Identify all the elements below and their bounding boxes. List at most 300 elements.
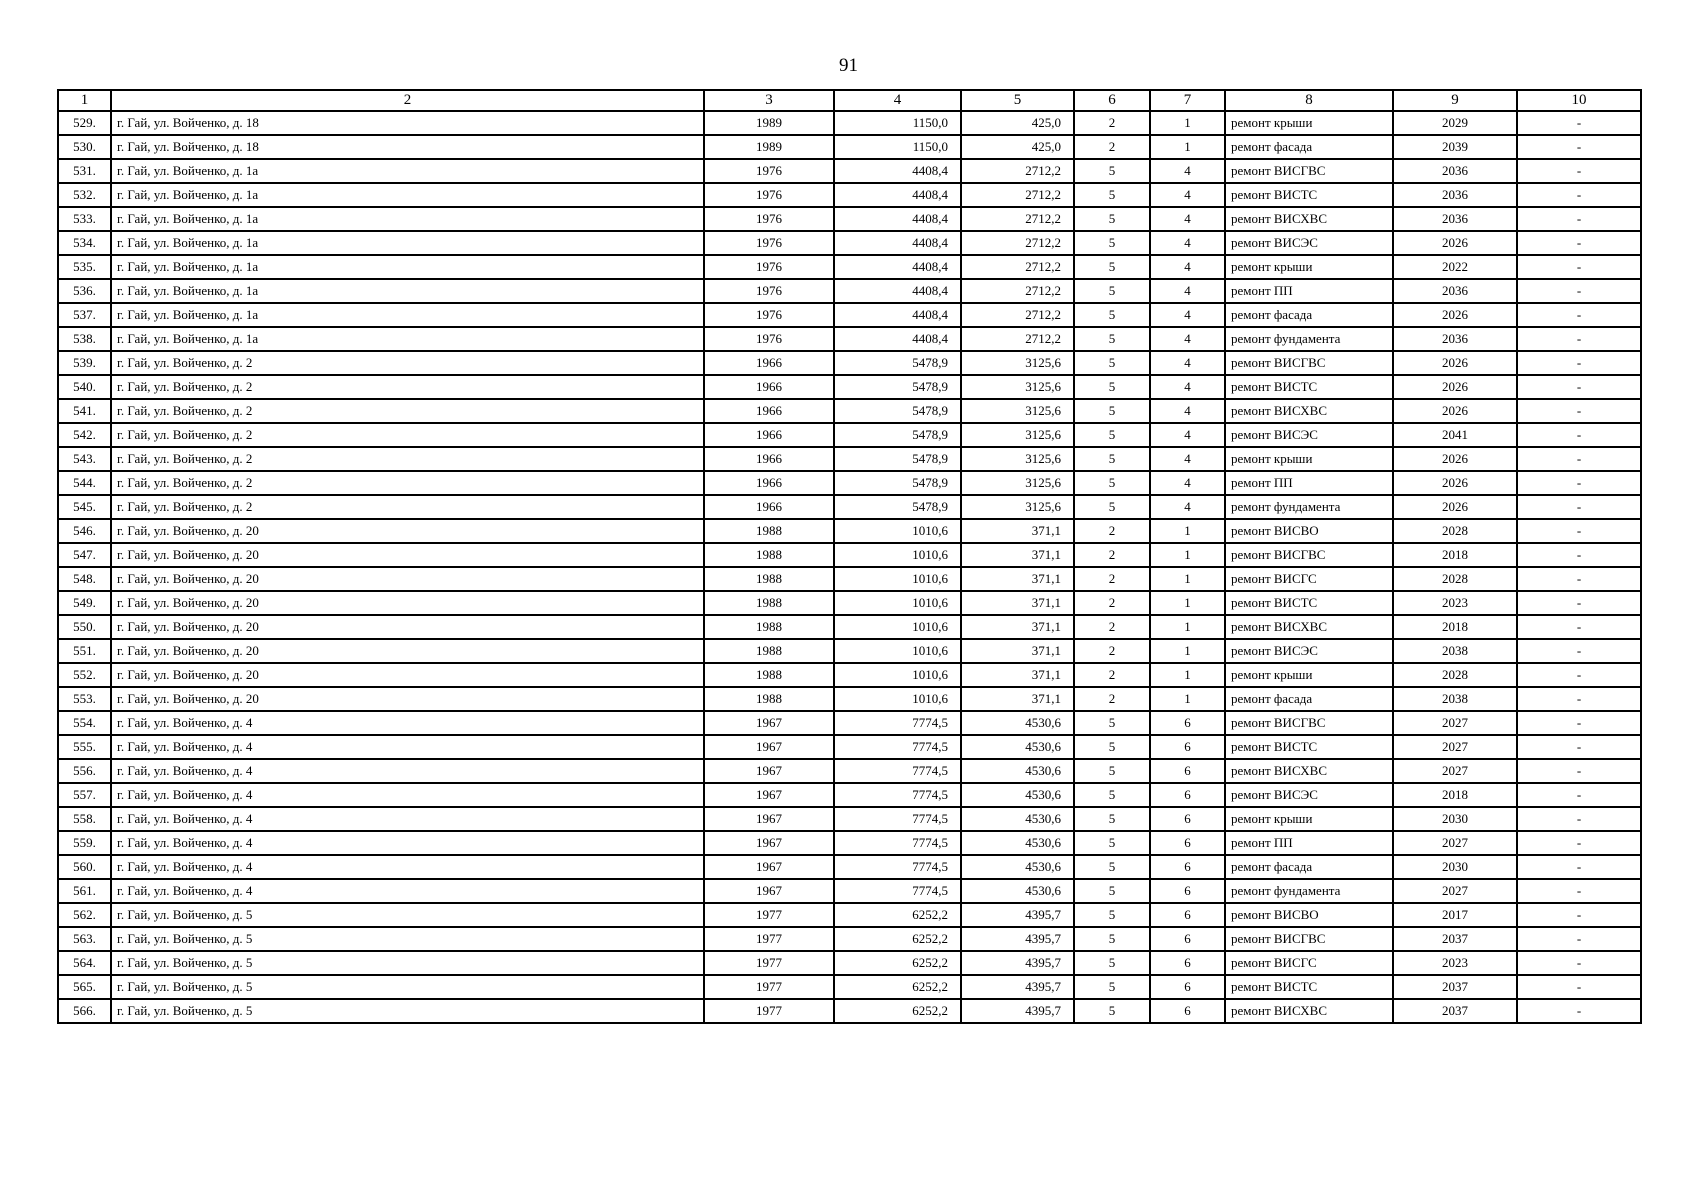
year-built-cell: 1976: [704, 279, 834, 303]
address-cell: г. Гай, ул. Войченко, д. 5: [111, 903, 704, 927]
year-built-cell: 1976: [704, 183, 834, 207]
address-cell: г. Гай, ул. Войченко, д. 20: [111, 663, 704, 687]
year-built-cell: 1967: [704, 759, 834, 783]
note-cell: -: [1517, 879, 1641, 903]
row-number-cell: 531.: [58, 159, 111, 183]
work-type-cell: ремонт ВИСГС: [1225, 951, 1393, 975]
address-cell: г. Гай, ул. Войченко, д. 1а: [111, 231, 704, 255]
floors-cell: 5: [1074, 351, 1150, 375]
note-cell: -: [1517, 975, 1641, 999]
total-area-cell: 6252,2: [834, 927, 961, 951]
address-cell: г. Гай, ул. Войченко, д. 18: [111, 111, 704, 135]
table-row: [58, 975, 1641, 999]
living-area-cell: 4530,6: [961, 879, 1074, 903]
table-row: [58, 447, 1641, 471]
year-built-cell: 1966: [704, 471, 834, 495]
living-area-cell: 371,1: [961, 615, 1074, 639]
planned-year-cell: 2026: [1393, 375, 1517, 399]
note-cell: -: [1517, 807, 1641, 831]
row-number-cell: 543.: [58, 447, 111, 471]
year-built-cell: 1966: [704, 447, 834, 471]
table-row: [58, 879, 1641, 903]
column-header-5: 5: [961, 90, 1074, 111]
floors-cell: 5: [1074, 879, 1150, 903]
planned-year-cell: 2037: [1393, 975, 1517, 999]
total-area-cell: 6252,2: [834, 999, 961, 1023]
entrances-cell: 4: [1150, 447, 1225, 471]
note-cell: -: [1517, 567, 1641, 591]
living-area-cell: 2712,2: [961, 255, 1074, 279]
address-cell: г. Гай, ул. Войченко, д. 20: [111, 687, 704, 711]
work-type-cell: ремонт ПП: [1225, 471, 1393, 495]
planned-year-cell: 2026: [1393, 231, 1517, 255]
work-type-cell: ремонт фасада: [1225, 687, 1393, 711]
work-type-cell: ремонт крыши: [1225, 807, 1393, 831]
floors-cell: 5: [1074, 255, 1150, 279]
table-row: [58, 279, 1641, 303]
address-cell: г. Гай, ул. Войченко, д. 1а: [111, 279, 704, 303]
work-type-cell: ремонт ВИСГС: [1225, 567, 1393, 591]
living-area-cell: 3125,6: [961, 495, 1074, 519]
floors-cell: 2: [1074, 111, 1150, 135]
page-number: 91: [839, 55, 858, 76]
total-area-cell: 4408,4: [834, 183, 961, 207]
note-cell: -: [1517, 255, 1641, 279]
address-cell: г. Гай, ул. Войченко, д. 2: [111, 471, 704, 495]
address-cell: г. Гай, ул. Войченко, д. 5: [111, 975, 704, 999]
living-area-cell: 4395,7: [961, 903, 1074, 927]
entrances-cell: 1: [1150, 639, 1225, 663]
total-area-cell: 7774,5: [834, 879, 961, 903]
row-number-cell: 541.: [58, 399, 111, 423]
entrances-cell: 1: [1150, 111, 1225, 135]
floors-cell: 5: [1074, 999, 1150, 1023]
year-built-cell: 1977: [704, 927, 834, 951]
note-cell: -: [1517, 711, 1641, 735]
planned-year-cell: 2027: [1393, 735, 1517, 759]
total-area-cell: 7774,5: [834, 735, 961, 759]
living-area-cell: 3125,6: [961, 375, 1074, 399]
column-header-7: 7: [1150, 90, 1225, 111]
floors-cell: 5: [1074, 735, 1150, 759]
total-area-cell: 5478,9: [834, 495, 961, 519]
note-cell: -: [1517, 111, 1641, 135]
note-cell: -: [1517, 471, 1641, 495]
planned-year-cell: 2041: [1393, 423, 1517, 447]
note-cell: -: [1517, 687, 1641, 711]
work-type-cell: ремонт фасада: [1225, 135, 1393, 159]
year-built-cell: 1988: [704, 543, 834, 567]
planned-year-cell: 2017: [1393, 903, 1517, 927]
row-number-cell: 534.: [58, 231, 111, 255]
work-type-cell: ремонт фасада: [1225, 855, 1393, 879]
year-built-cell: 1988: [704, 591, 834, 615]
floors-cell: 5: [1074, 495, 1150, 519]
total-area-cell: 7774,5: [834, 711, 961, 735]
note-cell: -: [1517, 831, 1641, 855]
row-number-cell: 549.: [58, 591, 111, 615]
living-area-cell: 371,1: [961, 663, 1074, 687]
entrances-cell: 6: [1150, 783, 1225, 807]
table-row: [58, 231, 1641, 255]
planned-year-cell: 2027: [1393, 711, 1517, 735]
note-cell: -: [1517, 759, 1641, 783]
table-row: [58, 663, 1641, 687]
floors-cell: 5: [1074, 423, 1150, 447]
row-number-cell: 551.: [58, 639, 111, 663]
total-area-cell: 5478,9: [834, 471, 961, 495]
year-built-cell: 1977: [704, 975, 834, 999]
table-row: [58, 543, 1641, 567]
total-area-cell: 1010,6: [834, 591, 961, 615]
row-number-cell: 546.: [58, 519, 111, 543]
total-area-cell: 6252,2: [834, 903, 961, 927]
entrances-cell: 4: [1150, 159, 1225, 183]
table-row: [58, 495, 1641, 519]
planned-year-cell: 2023: [1393, 591, 1517, 615]
living-area-cell: 4395,7: [961, 999, 1074, 1023]
year-built-cell: 1966: [704, 351, 834, 375]
note-cell: -: [1517, 279, 1641, 303]
note-cell: -: [1517, 495, 1641, 519]
table-row: [58, 207, 1641, 231]
entrances-cell: 6: [1150, 735, 1225, 759]
address-cell: г. Гай, ул. Войченко, д. 4: [111, 807, 704, 831]
entrances-cell: 6: [1150, 855, 1225, 879]
table-row: [58, 927, 1641, 951]
column-header-8: 8: [1225, 90, 1393, 111]
row-number-cell: 552.: [58, 663, 111, 687]
address-cell: г. Гай, ул. Войченко, д. 20: [111, 639, 704, 663]
entrances-cell: 1: [1150, 663, 1225, 687]
planned-year-cell: 2037: [1393, 927, 1517, 951]
table-row: [58, 327, 1641, 351]
row-number-cell: 558.: [58, 807, 111, 831]
planned-year-cell: 2037: [1393, 999, 1517, 1023]
note-cell: -: [1517, 591, 1641, 615]
entrances-cell: 6: [1150, 759, 1225, 783]
year-built-cell: 1967: [704, 831, 834, 855]
floors-cell: 5: [1074, 951, 1150, 975]
table-row: [58, 807, 1641, 831]
table-row: [58, 855, 1641, 879]
total-area-cell: 7774,5: [834, 807, 961, 831]
row-number-cell: 550.: [58, 615, 111, 639]
work-type-cell: ремонт ВИСЭС: [1225, 783, 1393, 807]
table-row: [58, 471, 1641, 495]
floors-cell: 5: [1074, 375, 1150, 399]
planned-year-cell: 2036: [1393, 279, 1517, 303]
living-area-cell: 2712,2: [961, 303, 1074, 327]
work-type-cell: ремонт крыши: [1225, 663, 1393, 687]
column-header-2: 2: [111, 90, 704, 111]
table-row: [58, 951, 1641, 975]
living-area-cell: 3125,6: [961, 399, 1074, 423]
row-number-cell: 548.: [58, 567, 111, 591]
floors-cell: 5: [1074, 327, 1150, 351]
floors-cell: 5: [1074, 855, 1150, 879]
note-cell: -: [1517, 543, 1641, 567]
row-number-cell: 538.: [58, 327, 111, 351]
row-number-cell: 535.: [58, 255, 111, 279]
year-built-cell: 1966: [704, 423, 834, 447]
row-number-cell: 532.: [58, 183, 111, 207]
table-row: [58, 711, 1641, 735]
floors-cell: 5: [1074, 231, 1150, 255]
address-cell: г. Гай, ул. Войченко, д. 5: [111, 927, 704, 951]
living-area-cell: 371,1: [961, 567, 1074, 591]
header-row: [58, 90, 1641, 111]
floors-cell: 5: [1074, 159, 1150, 183]
floors-cell: 5: [1074, 927, 1150, 951]
note-cell: -: [1517, 855, 1641, 879]
planned-year-cell: 2026: [1393, 447, 1517, 471]
note-cell: -: [1517, 303, 1641, 327]
planned-year-cell: 2026: [1393, 495, 1517, 519]
entrances-cell: 6: [1150, 879, 1225, 903]
entrances-cell: 4: [1150, 183, 1225, 207]
note-cell: -: [1517, 999, 1641, 1023]
work-type-cell: ремонт ВИСТС: [1225, 735, 1393, 759]
living-area-cell: 4530,6: [961, 807, 1074, 831]
work-type-cell: ремонт ВИСГВС: [1225, 351, 1393, 375]
living-area-cell: 425,0: [961, 135, 1074, 159]
row-number-cell: 559.: [58, 831, 111, 855]
year-built-cell: 1967: [704, 735, 834, 759]
planned-year-cell: 2036: [1393, 183, 1517, 207]
year-built-cell: 1976: [704, 231, 834, 255]
address-cell: г. Гай, ул. Войченко, д. 1а: [111, 255, 704, 279]
work-type-cell: ремонт ВИСГВС: [1225, 927, 1393, 951]
table-row: [58, 567, 1641, 591]
planned-year-cell: 2036: [1393, 327, 1517, 351]
year-built-cell: 1988: [704, 639, 834, 663]
table-row: [58, 735, 1641, 759]
table-row: [58, 135, 1641, 159]
table-row: [58, 831, 1641, 855]
living-area-cell: 2712,2: [961, 159, 1074, 183]
planned-year-cell: 2026: [1393, 303, 1517, 327]
living-area-cell: 4395,7: [961, 927, 1074, 951]
column-header-4: 4: [834, 90, 961, 111]
address-cell: г. Гай, ул. Войченко, д. 20: [111, 519, 704, 543]
table-row: [58, 375, 1641, 399]
note-cell: -: [1517, 327, 1641, 351]
total-area-cell: 4408,4: [834, 231, 961, 255]
work-type-cell: ремонт фундамента: [1225, 879, 1393, 903]
note-cell: -: [1517, 519, 1641, 543]
entrances-cell: 4: [1150, 231, 1225, 255]
table-body: [58, 111, 1641, 1023]
row-number-cell: 554.: [58, 711, 111, 735]
entrances-cell: 4: [1150, 351, 1225, 375]
living-area-cell: 3125,6: [961, 423, 1074, 447]
floors-cell: 2: [1074, 639, 1150, 663]
column-header-6: 6: [1074, 90, 1150, 111]
entrances-cell: 4: [1150, 375, 1225, 399]
year-built-cell: 1976: [704, 303, 834, 327]
floors-cell: 2: [1074, 135, 1150, 159]
total-area-cell: 6252,2: [834, 951, 961, 975]
work-type-cell: ремонт ВИСХВС: [1225, 399, 1393, 423]
table-row: [58, 759, 1641, 783]
floors-cell: 2: [1074, 615, 1150, 639]
floors-cell: 5: [1074, 279, 1150, 303]
entrances-cell: 1: [1150, 591, 1225, 615]
year-built-cell: 1967: [704, 711, 834, 735]
year-built-cell: 1988: [704, 687, 834, 711]
entrances-cell: 1: [1150, 615, 1225, 639]
planned-year-cell: 2039: [1393, 135, 1517, 159]
work-type-cell: ремонт ВИСХВС: [1225, 759, 1393, 783]
floors-cell: 5: [1074, 903, 1150, 927]
living-area-cell: 371,1: [961, 543, 1074, 567]
total-area-cell: 5478,9: [834, 375, 961, 399]
entrances-cell: 6: [1150, 831, 1225, 855]
floors-cell: 2: [1074, 543, 1150, 567]
planned-year-cell: 2026: [1393, 399, 1517, 423]
living-area-cell: 2712,2: [961, 183, 1074, 207]
column-header-9: 9: [1393, 90, 1517, 111]
entrances-cell: 4: [1150, 471, 1225, 495]
living-area-cell: 4530,6: [961, 783, 1074, 807]
work-type-cell: ремонт ВИСЭС: [1225, 639, 1393, 663]
row-number-cell: 533.: [58, 207, 111, 231]
work-type-cell: ремонт фундамента: [1225, 327, 1393, 351]
table-row: [58, 303, 1641, 327]
total-area-cell: 7774,5: [834, 783, 961, 807]
row-number-cell: 565.: [58, 975, 111, 999]
living-area-cell: 371,1: [961, 687, 1074, 711]
address-cell: г. Гай, ул. Войченко, д. 20: [111, 615, 704, 639]
table-row: [58, 999, 1641, 1023]
row-number-cell: 563.: [58, 927, 111, 951]
entrances-cell: 4: [1150, 207, 1225, 231]
year-built-cell: 1977: [704, 951, 834, 975]
address-cell: г. Гай, ул. Войченко, д. 2: [111, 399, 704, 423]
address-cell: г. Гай, ул. Войченко, д. 5: [111, 951, 704, 975]
table-row: [58, 903, 1641, 927]
address-cell: г. Гай, ул. Войченко, д. 20: [111, 543, 704, 567]
total-area-cell: 1150,0: [834, 135, 961, 159]
floors-cell: 2: [1074, 663, 1150, 687]
year-built-cell: 1977: [704, 999, 834, 1023]
work-type-cell: ремонт ВИСТС: [1225, 591, 1393, 615]
floors-cell: 5: [1074, 207, 1150, 231]
row-number-cell: 555.: [58, 735, 111, 759]
address-cell: г. Гай, ул. Войченко, д. 20: [111, 591, 704, 615]
total-area-cell: 7774,5: [834, 759, 961, 783]
year-built-cell: 1966: [704, 375, 834, 399]
work-type-cell: ремонт ВИСХВС: [1225, 615, 1393, 639]
year-built-cell: 1966: [704, 399, 834, 423]
column-header-1: 1: [58, 90, 111, 111]
year-built-cell: 1976: [704, 159, 834, 183]
living-area-cell: 2712,2: [961, 327, 1074, 351]
planned-year-cell: 2030: [1393, 807, 1517, 831]
table-row: [58, 423, 1641, 447]
row-number-cell: 530.: [58, 135, 111, 159]
entrances-cell: 1: [1150, 519, 1225, 543]
living-area-cell: 4530,6: [961, 711, 1074, 735]
total-area-cell: 5478,9: [834, 399, 961, 423]
note-cell: -: [1517, 639, 1641, 663]
work-type-cell: ремонт крыши: [1225, 111, 1393, 135]
row-number-cell: 545.: [58, 495, 111, 519]
entrances-cell: 1: [1150, 135, 1225, 159]
planned-year-cell: 2018: [1393, 615, 1517, 639]
work-type-cell: ремонт фасада: [1225, 303, 1393, 327]
table-row: [58, 783, 1641, 807]
address-cell: г. Гай, ул. Войченко, д. 2: [111, 351, 704, 375]
note-cell: -: [1517, 135, 1641, 159]
living-area-cell: 4530,6: [961, 735, 1074, 759]
address-cell: г. Гай, ул. Войченко, д. 2: [111, 375, 704, 399]
total-area-cell: 4408,4: [834, 207, 961, 231]
entrances-cell: 6: [1150, 999, 1225, 1023]
year-built-cell: 1966: [704, 495, 834, 519]
living-area-cell: 2712,2: [961, 207, 1074, 231]
entrances-cell: 4: [1150, 495, 1225, 519]
row-number-cell: 540.: [58, 375, 111, 399]
note-cell: -: [1517, 399, 1641, 423]
total-area-cell: 4408,4: [834, 279, 961, 303]
entrances-cell: 4: [1150, 279, 1225, 303]
planned-year-cell: 2027: [1393, 759, 1517, 783]
entrances-cell: 6: [1150, 807, 1225, 831]
planned-year-cell: 2038: [1393, 639, 1517, 663]
living-area-cell: 4530,6: [961, 759, 1074, 783]
work-type-cell: ремонт ВИСТС: [1225, 183, 1393, 207]
work-type-cell: ремонт фундамента: [1225, 495, 1393, 519]
row-number-cell: 547.: [58, 543, 111, 567]
year-built-cell: 1976: [704, 207, 834, 231]
total-area-cell: 1010,6: [834, 567, 961, 591]
floors-cell: 5: [1074, 759, 1150, 783]
note-cell: -: [1517, 663, 1641, 687]
address-cell: г. Гай, ул. Войченко, д. 4: [111, 783, 704, 807]
planned-year-cell: 2023: [1393, 951, 1517, 975]
year-built-cell: 1989: [704, 135, 834, 159]
address-cell: г. Гай, ул. Войченко, д. 4: [111, 855, 704, 879]
work-type-cell: ремонт ВИСВО: [1225, 519, 1393, 543]
year-built-cell: 1967: [704, 879, 834, 903]
floors-cell: 2: [1074, 687, 1150, 711]
entrances-cell: 6: [1150, 951, 1225, 975]
year-built-cell: 1967: [704, 807, 834, 831]
entrances-cell: 4: [1150, 303, 1225, 327]
address-cell: г. Гай, ул. Войченко, д. 4: [111, 831, 704, 855]
address-cell: г. Гай, ул. Войченко, д. 18: [111, 135, 704, 159]
table-row: [58, 519, 1641, 543]
living-area-cell: 4395,7: [961, 951, 1074, 975]
planned-year-cell: 2027: [1393, 879, 1517, 903]
living-area-cell: 371,1: [961, 591, 1074, 615]
floors-cell: 5: [1074, 783, 1150, 807]
address-cell: г. Гай, ул. Войченко, д. 5: [111, 999, 704, 1023]
note-cell: -: [1517, 783, 1641, 807]
total-area-cell: 1010,6: [834, 615, 961, 639]
total-area-cell: 6252,2: [834, 975, 961, 999]
row-number-cell: 529.: [58, 111, 111, 135]
work-type-cell: ремонт ВИСТС: [1225, 375, 1393, 399]
living-area-cell: 2712,2: [961, 231, 1074, 255]
row-number-cell: 556.: [58, 759, 111, 783]
note-cell: -: [1517, 615, 1641, 639]
address-cell: г. Гай, ул. Войченко, д. 4: [111, 711, 704, 735]
work-type-cell: ремонт ВИСВО: [1225, 903, 1393, 927]
table-row: [58, 255, 1641, 279]
